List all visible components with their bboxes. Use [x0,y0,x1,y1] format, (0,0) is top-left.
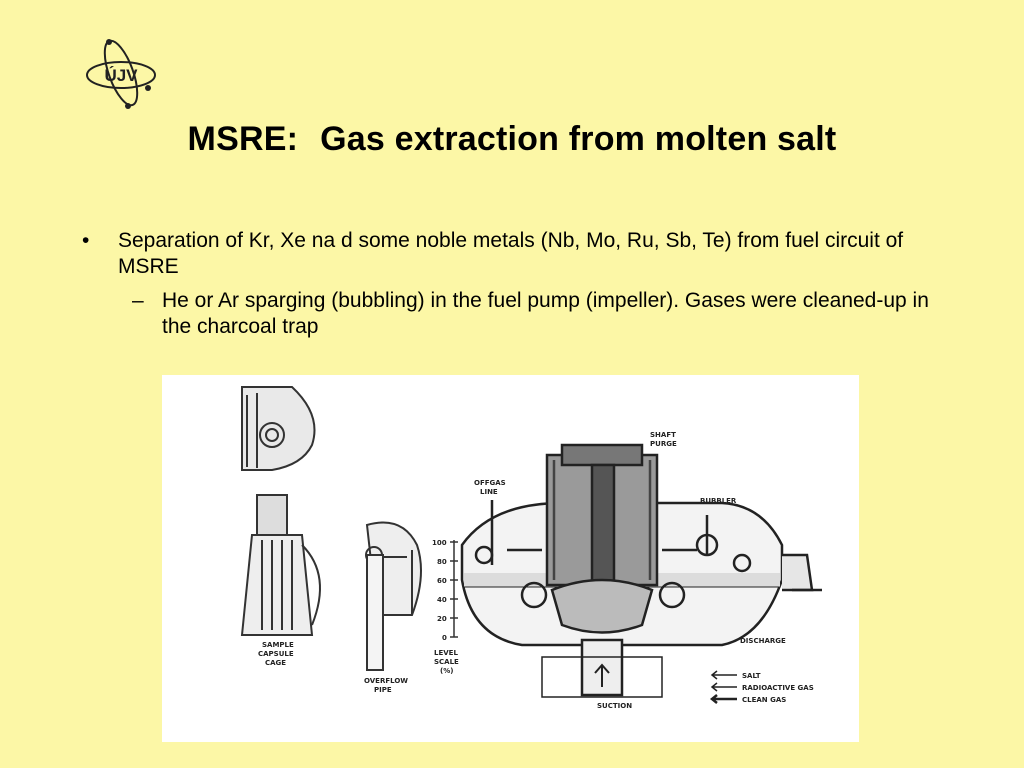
label-overflow-2: PIPE [374,686,392,694]
bullet-icon: • [82,229,90,252]
bullet-text: Separation of Kr, Xe na d some noble metals (Nb, Mo, Ru, Sb, Te) from fuel circuit of MSRE [118,229,904,278]
label-offgas-1: OFFGAS [474,479,506,487]
atom-logo-icon [82,30,160,112]
label-level-3: (%) [440,667,454,675]
bullet-list [82,228,962,340]
label-shaft-2: PURGE [650,440,677,448]
logo-text: ÚJV [104,66,138,85]
label-bubbler: BUBBLER [700,497,737,505]
pump-bowl [462,445,822,697]
label-level-2: SCALE [434,658,459,666]
tick-20: 20 [437,615,447,623]
sample-capsule-detail [242,387,315,470]
label-overflow-1: OVERFLOW [364,677,409,685]
bullet-item [82,228,962,280]
title-left: MSRE: [187,120,299,158]
pump-diagram [162,375,859,742]
label-level-1: LEVEL [434,649,458,657]
sub-bullet-item [82,288,962,340]
legend [712,671,737,703]
tick-80: 80 [437,558,447,566]
label-shaft-1: SHAFT [650,431,676,439]
label-offgas-2: LINE [480,488,498,496]
sample-capsule-cage [242,495,320,635]
tick-0: 0 [442,634,447,642]
label-sample-2: CAPSULE [258,650,294,658]
legend-clean: CLEAN GAS [742,696,787,704]
label-sample-1: SAMPLE [262,641,294,649]
pump-drawing [162,375,859,742]
level-scale [450,540,458,637]
tick-60: 60 [437,577,447,585]
legend-radioactive: RADIOACTIVE GAS [742,684,814,692]
ujv-logo [82,30,160,112]
label-sample-3: CAGE [265,659,287,667]
label-suction: SUCTION [597,702,633,710]
sub-bullet-text: He or Ar sparging (bubbling) in the fuel pump (impeller). Gases were cleaned-up in the charcoal trap [162,289,929,338]
overflow-pipe-detail [366,523,421,671]
dash-icon: – [132,289,144,312]
slide-title [0,120,1024,159]
tick-100: 100 [432,539,447,547]
legend-salt: SALT [742,672,761,680]
label-discharge: DISCHARGE [740,637,786,645]
tick-40: 40 [437,596,447,604]
title-right: Gas extraction from molten salt [320,120,837,158]
